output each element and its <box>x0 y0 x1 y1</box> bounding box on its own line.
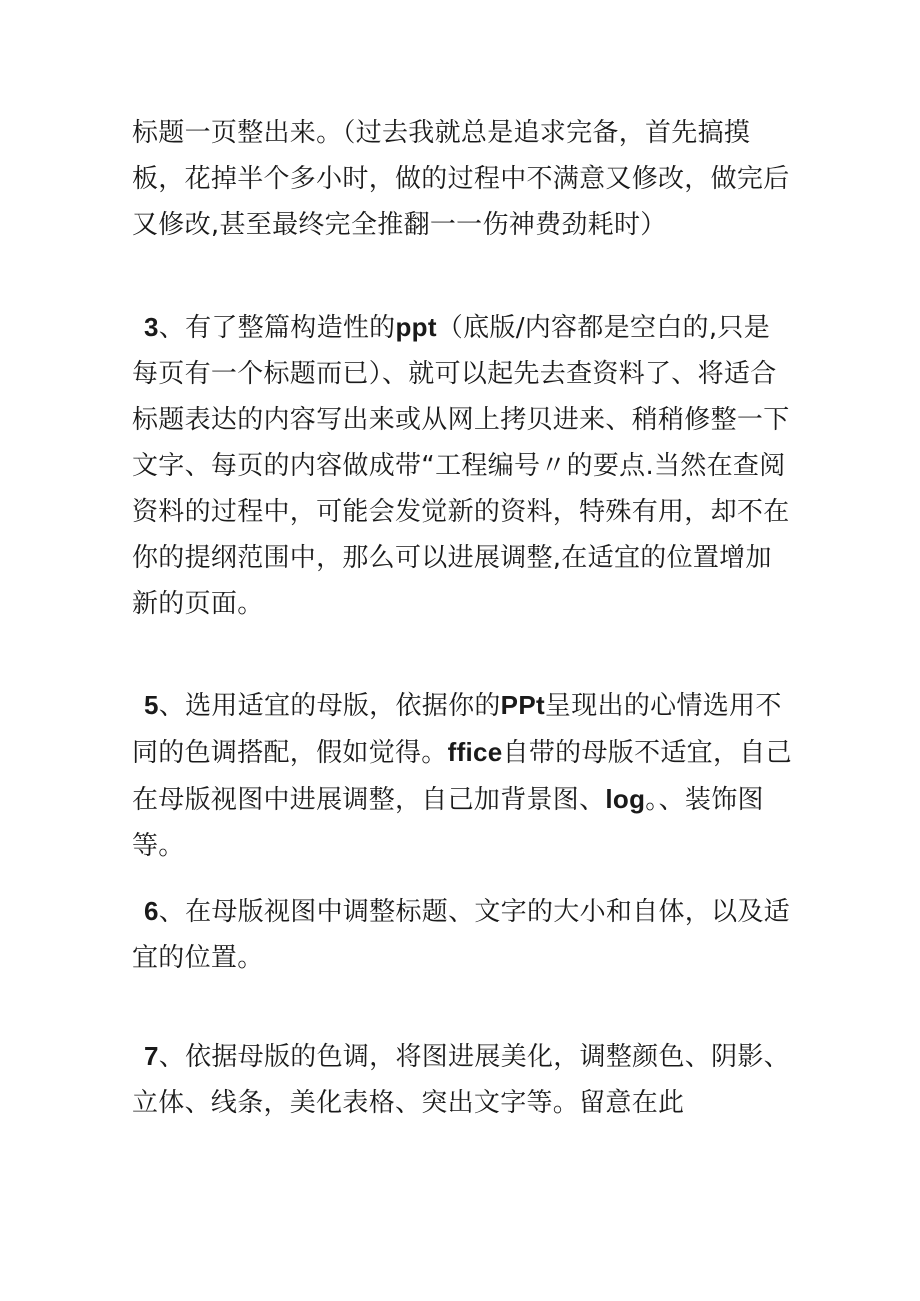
bold-term: ppt <box>395 312 437 342</box>
bold-term: log <box>605 784 646 814</box>
step-number: 7 <box>144 1041 159 1071</box>
paragraph-text: 、依据母版的色调，将图进展美化，调整颜色、阴影、立体、线条，美化表格、突出文字等。留意在此 <box>132 1042 790 1118</box>
paragraph-text: 、选用适宜的母版，依据你的 <box>158 691 501 721</box>
paragraph-text: 。、装饰图等。 <box>132 785 764 861</box>
paragraph-step-6 <box>132 888 792 981</box>
step-number: 3 <box>144 312 159 342</box>
step-number: 5 <box>144 690 159 720</box>
bold-term: ffice <box>447 737 503 767</box>
paragraph-text: 呈现出的心情选用不同的色调搭配，假如觉得。 <box>132 691 782 768</box>
paragraph-text: 标题一页整出来。（过去我就总是追求完备，首先搞摸板，花掉半个多小时，做的过程中不满意又修改，做完后又修改,甚至最终完全推翻一一伤神费劲耗时） <box>132 118 790 240</box>
paragraph-text: （底版/内容都是空白的,只是每页有一个标题而已）、就可以起先去查资料了、将适合标题表达的内容写出来或从网上拷贝进来、稍稍修整一下文字、每页的内容做成带“工程编号〃的要点.当然在查阅资料的过程中，可能会发觉新的资料，特殊有用，却不在你的提纲范围中，那么可以进展调整,在适宜的位置增加新的页面。 <box>132 313 790 619</box>
paragraph-step-7 <box>132 1033 792 1126</box>
step-number: 6 <box>144 896 159 926</box>
bold-term: PPt <box>500 690 545 720</box>
paragraph-text: 、有了整篇构造性的 <box>158 313 396 343</box>
paragraph-text: 自带的母版不适宜，自己在母版视图中进展调整，自己加背景图、 <box>132 738 792 815</box>
paragraph-text: 、在母版视图中调整标题、文字的大小和自体，以及适宜的位置。 <box>132 897 790 973</box>
paragraph-intro <box>132 110 792 248</box>
paragraph-step-5 <box>132 682 792 869</box>
paragraph-step-3 <box>132 304 792 627</box>
